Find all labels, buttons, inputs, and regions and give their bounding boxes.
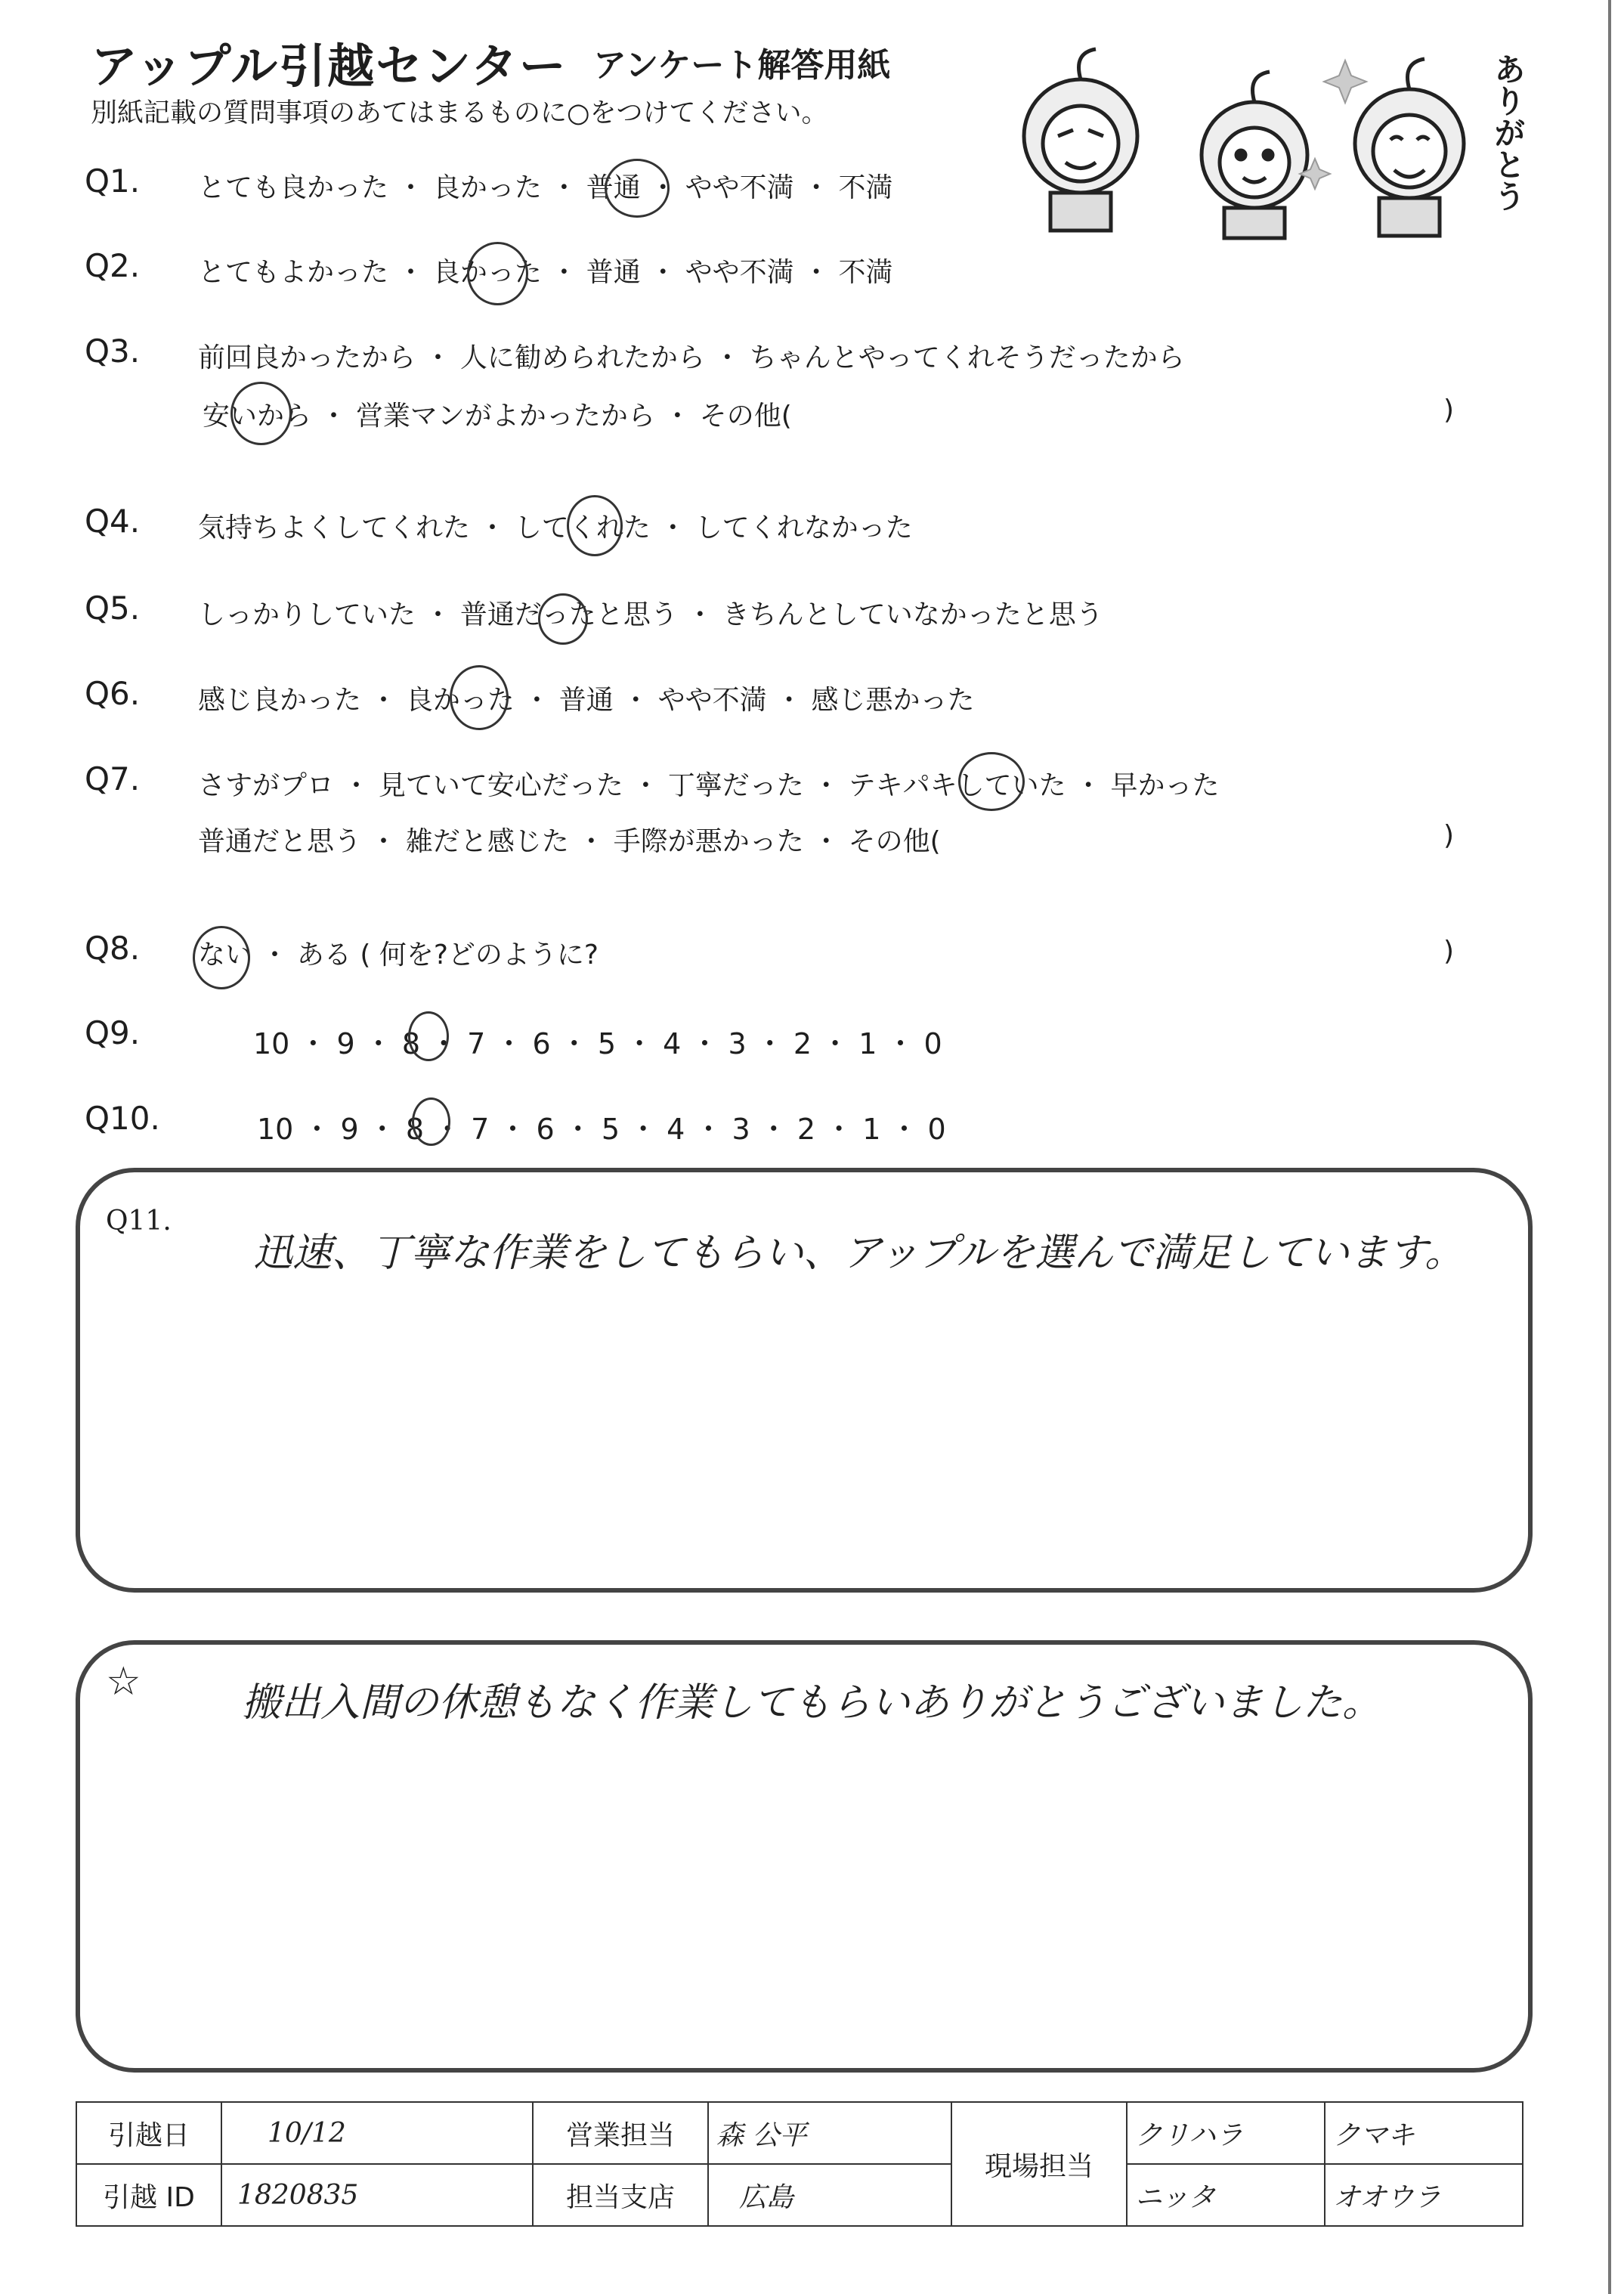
q4-answer-circle bbox=[567, 495, 623, 556]
q10-scale: 10 ・ 9 ・ 8 ・ 7 ・ 6 ・ 5 ・ 4 ・ 3 ・ 2 ・ 1 ・ 0 bbox=[257, 1113, 946, 1146]
branch-label: 担当支店 bbox=[533, 2164, 708, 2226]
q7-label: Q7. bbox=[85, 760, 141, 797]
q5-answer-circle bbox=[538, 593, 588, 645]
sales-label: 営業担当 bbox=[533, 2102, 708, 2164]
q3-close-paren: ) bbox=[1443, 395, 1455, 426]
q7-close-paren: ) bbox=[1443, 820, 1455, 851]
q2-answer-circle bbox=[467, 242, 528, 305]
q6-options: 感じ良かった ・ 良かった ・ 普通 ・ やや不満 ・ 感じ悪かった bbox=[198, 685, 975, 716]
q3-options-line2: 安いから ・ 営業マンがよかったから ・ その他( bbox=[203, 401, 792, 432]
q6-label: Q6. bbox=[85, 675, 141, 712]
site-staff-1: クリハラ bbox=[1127, 2102, 1325, 2164]
q10-label: Q10. bbox=[85, 1100, 160, 1137]
q9-scale: 10 ・ 9 ・ 8 ・ 7 ・ 6 ・ 5 ・ 4 ・ 3 ・ 2 ・ 1 ・ 0 bbox=[253, 1027, 942, 1060]
q1-options: とても良かった ・ 良かった ・ 普通 ・ やや不満 ・ 不満 bbox=[198, 172, 893, 203]
q9-answer-circle bbox=[408, 1011, 449, 1061]
thanks-text: ありがとう bbox=[1489, 53, 1527, 212]
q6-answer-circle bbox=[450, 665, 509, 730]
move-date-label: 引越日 bbox=[76, 2102, 221, 2164]
site-staff-3: ニッタ bbox=[1127, 2164, 1325, 2226]
q1-label: Q1. bbox=[85, 163, 141, 200]
q4-label: Q4. bbox=[85, 503, 141, 540]
q8-answer-circle bbox=[193, 926, 250, 989]
q7-answer-circle bbox=[958, 752, 1025, 811]
q11-handwritten-answer: 迅速、丁寧な作業をしてもらい、アップルを選んで満足しています。 bbox=[253, 1231, 1465, 1276]
star-icon: ☆ bbox=[106, 1659, 141, 1704]
q8-options: ない ・ ある ( 何を?どのように? bbox=[198, 940, 599, 971]
site-staff-4: オオウラ bbox=[1325, 2164, 1523, 2226]
page-frame-edge bbox=[1608, 0, 1611, 2294]
move-id-label: 引越 ID bbox=[76, 2164, 221, 2226]
monkey-mascots-illustration bbox=[998, 30, 1511, 242]
q11-label: Q11. bbox=[106, 1206, 172, 1237]
q3-label: Q3. bbox=[85, 333, 141, 370]
move-info-table bbox=[76, 2101, 1523, 2227]
additional-handwritten-answer: 搬出入間の休憩もなく作業してもらいありがとうございました。 bbox=[242, 1680, 1382, 1726]
q3-answer-circle bbox=[230, 382, 292, 445]
q3-options-line1: 前回良かったから ・ 人に勧められたから ・ ちゃんとやってくれそうだったから bbox=[198, 342, 1185, 373]
q8-close-paren: ) bbox=[1443, 936, 1455, 967]
q9-label: Q9. bbox=[85, 1014, 141, 1051]
sales-value: 森 公平 bbox=[708, 2102, 951, 2164]
q7-options-line2: 普通だと思う ・ 雑だと感じた ・ 手際が悪かった ・ その他( bbox=[198, 826, 941, 857]
form-subtitle: アンケート解答用紙 bbox=[593, 46, 891, 85]
q7-options-line1: さすがプロ ・ 見ていて安心だった ・ 丁寧だった ・ テキパキしていた ・ 早かった bbox=[198, 770, 1220, 801]
instructions: 別紙記載の質問事項のあてはまるものに○をつけてください。 bbox=[91, 98, 828, 128]
q1-answer-circle bbox=[605, 159, 670, 218]
q4-options: 気持ちよくしてくれた ・ してくれた ・ してくれなかった bbox=[198, 512, 913, 543]
move-date-value: 10/12 bbox=[221, 2102, 533, 2164]
company-title: アップル引越センター bbox=[91, 39, 568, 94]
q5-options: しっかりしていた ・ 普通だったと思う ・ きちんとしていなかったと思う bbox=[198, 599, 1103, 630]
q8-label: Q8. bbox=[85, 930, 141, 967]
move-id-value: 1820835 bbox=[221, 2164, 533, 2226]
branch-value: 広島 bbox=[708, 2164, 951, 2226]
q5-label: Q5. bbox=[85, 590, 141, 627]
q10-answer-circle bbox=[412, 1097, 450, 1146]
q2-options: とてもよかった ・ 良かった ・ 普通 ・ やや不満 ・ 不満 bbox=[198, 257, 893, 288]
site-staff-2: クマキ bbox=[1325, 2102, 1523, 2164]
q2-label: Q2. bbox=[85, 247, 141, 284]
site-staff-label: 現場担当 bbox=[951, 2102, 1127, 2226]
